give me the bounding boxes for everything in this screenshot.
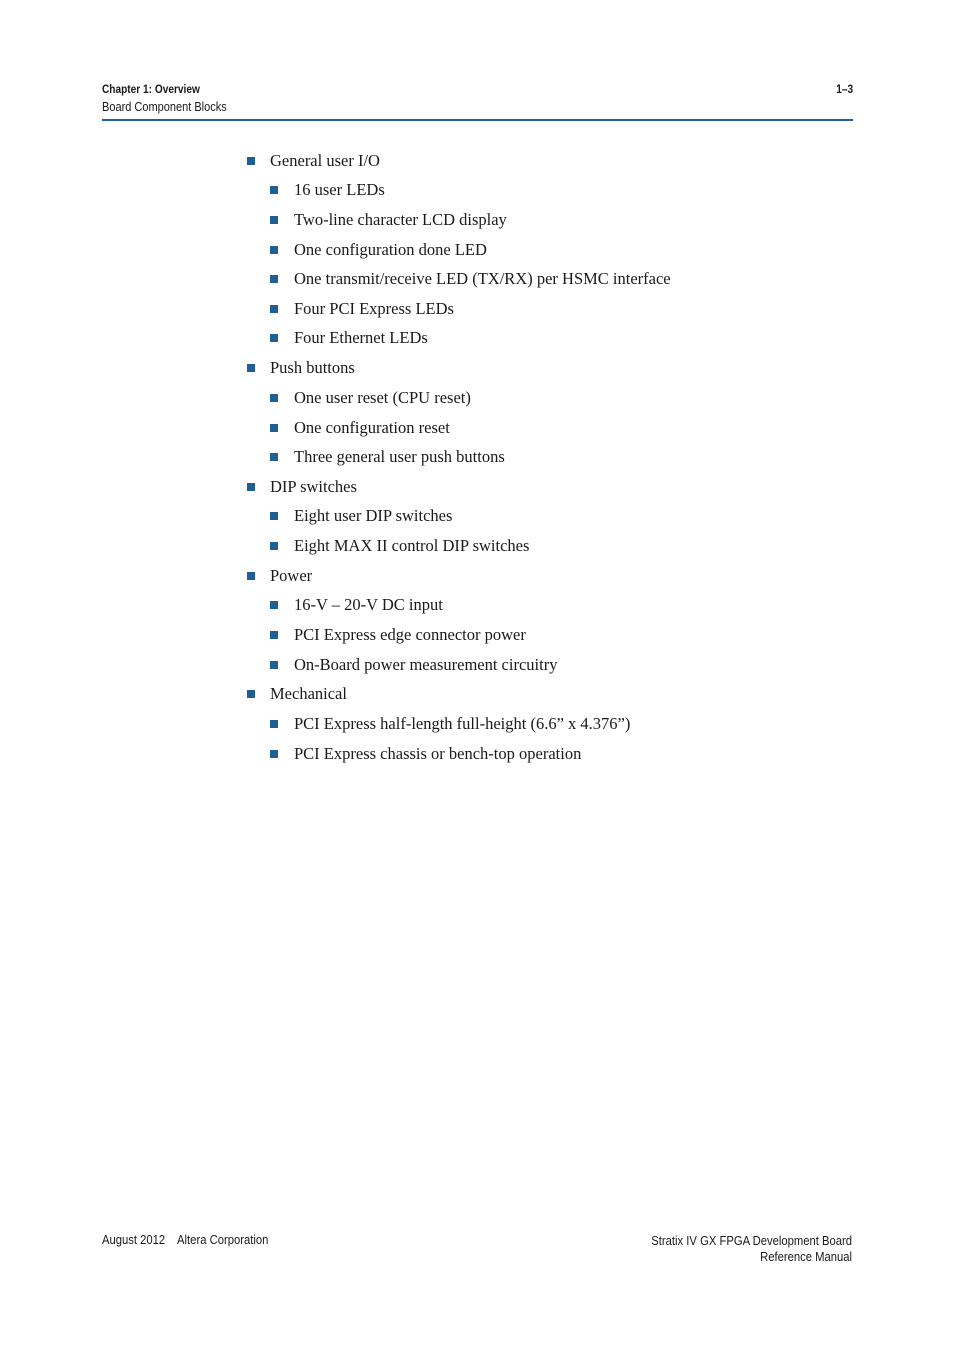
sub-list-item-label: Eight MAX II control DIP switches bbox=[294, 536, 530, 555]
sub-list-item bbox=[294, 180, 385, 200]
footer-doc-title-line2: Reference Manual bbox=[760, 1250, 852, 1264]
sub-list-item bbox=[294, 506, 452, 526]
sub-list-item-label: 16 user LEDs bbox=[294, 180, 385, 199]
sub-list-item bbox=[294, 714, 630, 734]
sub-list-item-label: One user reset (CPU reset) bbox=[294, 388, 471, 407]
sub-list-item bbox=[294, 210, 507, 230]
list-item-label: DIP switches bbox=[270, 477, 357, 496]
bullet-icon bbox=[270, 661, 278, 669]
list-item-push-buttons bbox=[270, 358, 355, 378]
sub-list-item-label: One configuration done LED bbox=[294, 240, 487, 259]
bullet-icon bbox=[270, 305, 278, 313]
sub-list-item-label: One transmit/receive LED (TX/RX) per HSMC interface bbox=[294, 269, 671, 288]
sub-list-item bbox=[294, 447, 505, 467]
sub-list-item bbox=[294, 625, 526, 645]
bullet-icon bbox=[270, 750, 278, 758]
bullet-icon bbox=[270, 601, 278, 609]
sub-list-item-label: Four Ethernet LEDs bbox=[294, 328, 428, 347]
sub-list-item-label: Four PCI Express LEDs bbox=[294, 299, 454, 318]
sub-list-item bbox=[294, 240, 487, 260]
sub-list-item-label: PCI Express chassis or bench-top operation bbox=[294, 744, 582, 763]
sub-list-item-label: Eight user DIP switches bbox=[294, 506, 453, 525]
bullet-icon bbox=[247, 483, 255, 491]
sub-list-item-label: PCI Express half-length full-height (6.6” x 4.376”) bbox=[294, 714, 631, 733]
bullet-icon bbox=[270, 720, 278, 728]
bullet-icon bbox=[270, 334, 278, 342]
list-item-label: Power bbox=[270, 566, 313, 585]
sub-list-item-label: Two-line character LCD display bbox=[294, 210, 507, 229]
footer-date-company-text: August 2012 Altera Corporation bbox=[102, 1233, 269, 1247]
bullet-icon bbox=[247, 690, 255, 698]
bullet-icon bbox=[270, 394, 278, 402]
footer-doc-title bbox=[651, 1233, 852, 1265]
sub-list-item bbox=[294, 536, 529, 556]
list-item-power bbox=[270, 566, 312, 586]
bullet-icon bbox=[270, 542, 278, 550]
bullet-icon bbox=[270, 216, 278, 224]
sub-list-item bbox=[294, 744, 581, 764]
footer-date-company bbox=[102, 1233, 268, 1247]
sub-list-item-label: Three general user push buttons bbox=[294, 447, 505, 466]
list-item-general-user-io bbox=[270, 151, 380, 171]
list-item-dip-switches bbox=[270, 477, 357, 497]
bullet-icon bbox=[270, 453, 278, 461]
bullet-icon bbox=[270, 512, 278, 520]
sub-list-item bbox=[294, 328, 428, 348]
sub-list-item-label: On-Board power measurement circuitry bbox=[294, 655, 558, 674]
section-title: Board Component Blocks bbox=[102, 100, 227, 114]
sub-list-item bbox=[294, 299, 454, 319]
list-item-label: Push buttons bbox=[270, 358, 355, 377]
sub-list-item bbox=[294, 655, 557, 675]
bullet-icon bbox=[270, 275, 278, 283]
sub-list-item-label: PCI Express edge connector power bbox=[294, 625, 526, 644]
page-number: 1–3 bbox=[836, 84, 853, 96]
bullet-icon bbox=[247, 572, 255, 580]
sub-list-item-label: 16-V – 20-V DC input bbox=[294, 595, 443, 614]
bullet-icon bbox=[270, 631, 278, 639]
sub-list-item-label: One configuration reset bbox=[294, 418, 450, 437]
bullet-icon bbox=[270, 424, 278, 432]
list-item-label: Mechanical bbox=[270, 684, 347, 703]
list-item-label: General user I/O bbox=[270, 151, 380, 170]
bullet-icon bbox=[247, 364, 255, 372]
chapter-title: Chapter 1: Overview bbox=[102, 84, 200, 96]
bullet-icon bbox=[247, 157, 255, 165]
sub-list-item bbox=[294, 418, 450, 438]
sub-list-item bbox=[294, 388, 471, 408]
footer-doc-title-line1: Stratix IV GX FPGA Development Board bbox=[651, 1234, 852, 1248]
sub-list-item bbox=[294, 269, 671, 289]
list-item-mechanical bbox=[270, 684, 347, 704]
bullet-icon bbox=[270, 186, 278, 194]
bullet-icon bbox=[270, 246, 278, 254]
sub-list-item bbox=[294, 595, 443, 615]
